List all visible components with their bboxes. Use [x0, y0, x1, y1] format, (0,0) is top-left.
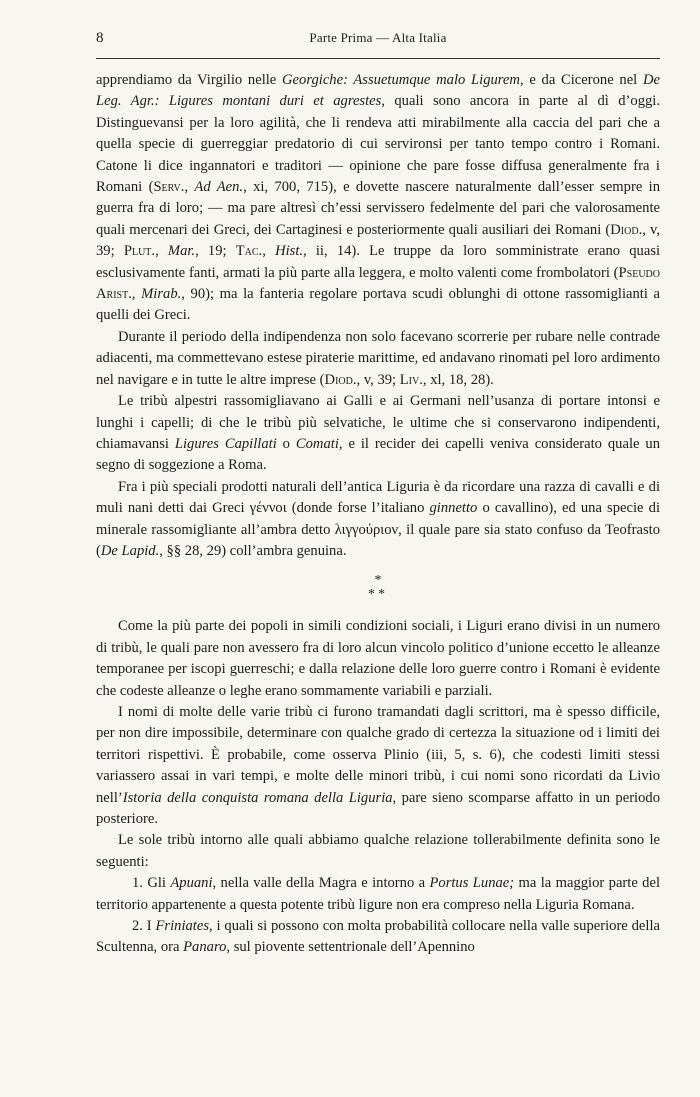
running-title: Parte Prima — Alta Italia [309, 30, 447, 45]
section-separator [96, 562, 660, 616]
asterism-bottom: ** [368, 587, 388, 603]
paragraph-3: Le tribù alpestri rassomigliavano ai Galli e ai Germani nell’usanza di portare intonsi e lunghi i capelli; di che le tribù più selvatiche, le ultime che si conservarono indipendenti, chiamavansi Ligures Capillati o Comati, e il recider dei capelli veniva considerato quale un segno di soggezione a Roma. [96, 393, 661, 474]
tribe-item-2: 2. I Friniates, i quali si possono con molta probabilità collocare nella valle superiore della Scultenna, ora Panaro, sul piovente settentrionale dell’Apennino [96, 918, 660, 956]
paragraph-7: Le sole tribù intorno alle quali abbiamo qualche relazione tollerabilmente definita sono le seguenti: [96, 832, 660, 870]
paragraph-2: Durante il periodo della indipendenza non solo facevano scorrerie per rubare nelle contrade adiacenti, ma commettevano estese piraterie marittime, ed andavano rinomati pel loro ardimento nel navigare e in tutte le altre imprese (Diod., v, 39; Liv., xl, 18, 28). [96, 328, 660, 388]
asterism-top: * [374, 573, 382, 589]
paragraph-4: Fra i più speciali prodotti naturali dell’antica Liguria è da ricordare una razza di cavalli e di muli nani detti dai Greci γέννοι (donde forse l’italiano ginnetto o cavallino), ed una specie di minerale rassomigliante all’ambra detto λιγγούριον, il quale pare sia stato confuso da Teofrasto (De Lapid., §§ 28, 29) coll’ambra genuina. [96, 478, 660, 559]
paragraph-5: Come la più parte dei popoli in simili condizioni sociali, i Liguri erano divisi in un numero di tribù, le quali pare non avessero fra di loro alcun vincolo politico d’unione eccetto le alleanze temporanee per iscopi guerreschi; e dalla relazione delle loro guerre contro i Romani è evidente che codeste alleanze o leghe erano sommamente variabili e parziali. [96, 618, 660, 699]
header-rule [96, 58, 660, 59]
page-header [96, 28, 660, 50]
tribe-item-1: 1. Gli Apuani, nella valle della Magra e intorno a Portus Lunae; ma la maggior parte del territorio appartenente a questa potente tribù ligure non era compreso nella Liguria Romana. [96, 875, 661, 913]
paragraph-6: I nomi di molte delle varie tribù ci furono tramandati dagli scrittori, ma è spesso difficile, per non dire impossibile, determinare con qualche grado di certezza la situazione od i limiti dei territori rispettivi. È probabile, come osserva Plinio (iii, 5, s. 6), che codesti limiti stessi variassero assai in vari tempi, e molte delle minori tribù, i cui nomi sono ricordati da Livio nell’Istoria della conquista romana della Liguria, pare sieno scomparse affatto in un periodo posteriore. [96, 703, 660, 827]
page-body [96, 70, 660, 959]
paragraph-1: apprendiamo da Virgilio nelle Georgiche: Assuetumque malo Ligurem, e da Cicerone nel De Leg. Agr.: Ligures montani duri et agrestes, quali sono ancora in parte al dì d’oggi. Distinguevansi per la loro agilità, che li rendeva atti mirabilmente alla caccia del pari che a quella specie di guerreggiar predatorio di cui servironsi per tanto tempo contro i Romani. Catone li dice ingannatori e traditori — opinione che pare fosse diffusa generalmente fra i Romani (Serv., Ad Aen., xi, 700, 715), e dovette nascere naturalmente dall’esser sempre in guerra fra di loro; — ma pare altresì ch’essi servissero fedelmente del pari che valorosamente quali mercenari dei Greci, dei Cartaginesi e posteriormente quali ausiliari dei Romani (Diod., v, 39; Plut., Mar., 19; Tac., Hist., ii, 14). Le truppe da loro somministrate erano quasi esclusivamente fanti, armati la più parte alla leggera, e molto valenti come frombolatori (Pseudo Arist., Mirab., 90); ma la fanteria regolare portava scudi oblunghi di ottone rassomiglianti a quelli dei Greci. [96, 72, 661, 324]
page-number: 8 [96, 30, 104, 46]
